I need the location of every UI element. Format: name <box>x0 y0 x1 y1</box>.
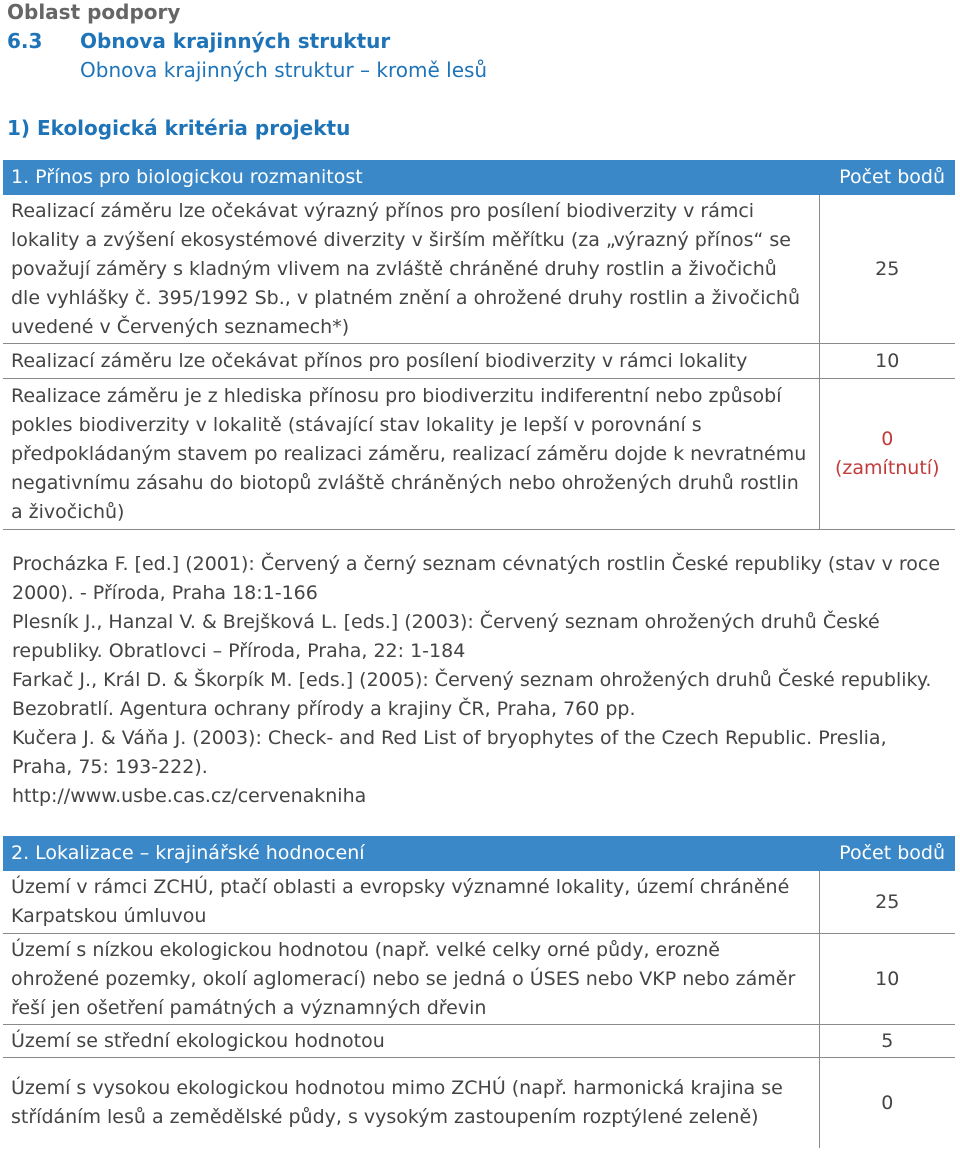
table-row <box>3 1025 955 1058</box>
criterion-points: 0 <box>819 1058 955 1149</box>
points-note: (zamítnutí) <box>835 457 940 479</box>
section-number: 6.3 <box>7 29 43 53</box>
criterion-text: Realizací záměru lze očekávat výrazný přínos pro posílení biodiverzity v rámci lokality a zvýšení ekosystémové diverzity v širším měřítku (za „výrazný přínos“ se považují záměry s kladným vlivem na zvláště chráněné druhy rostlin a živočichů dle vyhlášky č. 395/1992 Sb., v platném znění a ohrožené druhy rostlin a živočichů uvedené v Červených seznamech*) <box>3 195 819 344</box>
criterion-points: 5 <box>819 1025 955 1058</box>
criterion-points: 25 <box>819 195 955 344</box>
section-subtitle: Obnova krajinných struktur – kromě lesů <box>80 58 488 82</box>
criterion-text: Území se střední ekologickou hodnotou <box>3 1025 819 1058</box>
localization-criteria-table <box>3 836 955 1148</box>
section-heading <box>7 29 390 53</box>
criterion-text: Území s vysokou ekologickou hodnotou mimo ZCHÚ (např. harmonická krajina se střídáním lesů a zemědělské půdy, s vysokým zastoupením rozptýlené zeleně) <box>11 1077 783 1128</box>
table-title: 2. Lokalizace – krajinářské hodnocení <box>3 836 819 871</box>
points-header: Počet bodů <box>819 160 955 195</box>
points-value: 0 <box>881 428 894 450</box>
criterion-points: 25 <box>819 871 955 934</box>
criteria-heading: 1) Ekologická kritéria projektu <box>7 116 351 140</box>
table-row <box>3 934 955 1025</box>
biodiversity-criteria-table <box>3 160 955 530</box>
area-label: Oblast podpory <box>7 0 181 24</box>
table-row <box>3 871 955 934</box>
criterion-text: Území s nízkou ekologickou hodnotou (např. velké celky orné půdy, erozně ohrožené pozemky, okolí aglomerací) nebo se jedná o ÚSES nebo VKP nebo záměr řeší jen ošetření památných a významných dřevin <box>3 934 819 1025</box>
criterion-points: 10 <box>819 934 955 1025</box>
table-row <box>3 379 955 530</box>
table-title: 1. Přínos pro biologickou rozmanitost <box>3 160 819 195</box>
criterion-text: Realizace záměru je z hlediska přínosu pro biodiverzitu indiferentní nebo způsobí pokles biodiverzity v lokalitě (stávající stav lokality je lepší v porovnání s předpokládaným stavem po realizaci záměru, realizací záměru dojde k nevratnému negativnímu zásahu do biotopů zvláště chráněných nebo ohrožených druhů rostlin a živočichů) <box>3 379 819 530</box>
table-row <box>3 344 955 379</box>
table-row <box>3 1058 955 1149</box>
section-title: Obnova krajinných struktur <box>80 29 391 53</box>
table-row <box>3 195 955 344</box>
criterion-text: Realizací záměru lze očekávat přínos pro posílení biodiverzity v rámci lokality <box>3 344 819 379</box>
criterion-points <box>819 379 955 530</box>
reference-item: Kučera J. & Váňa J. (2003): Check- and Red List of bryophytes of the Czech Republic. Preslia, Praha, 75: 193-222). <box>12 727 887 778</box>
references-list <box>12 550 947 811</box>
reference-item: Farkač J., Král D. & Škorpík M. [eds.] (2005): Červený seznam ohrožených druhů České republiky. Bezobratlí. Agentura ochrany přírody a krajiny ČR, Praha, 760 pp. <box>12 669 932 720</box>
table-header-row <box>3 160 955 195</box>
reference-item: Plesník J., Hanzal V. & Brejšková L. [eds.] (2003): Červený seznam ohrožených druhů České republiky. Obratlovci – Příroda, Praha, 22: 1-184 <box>12 611 880 662</box>
points-header: Počet bodů <box>819 836 955 871</box>
criterion-points: 10 <box>819 344 955 379</box>
table-header-row <box>3 836 955 871</box>
reference-link[interactable]: http://www.usbe.cas.cz/cervenakniha <box>12 785 367 807</box>
criterion-text: Území v rámci ZCHÚ, ptačí oblasti a evropsky významné lokality, území chráněné Karpatskou úmluvou <box>3 871 819 934</box>
reference-item: Procházka F. [ed.] (2001): Červený a černý seznam cévnatých rostlin České republiky (stav v roce 2000). - Příroda, Praha 18:1-166 <box>12 553 941 604</box>
